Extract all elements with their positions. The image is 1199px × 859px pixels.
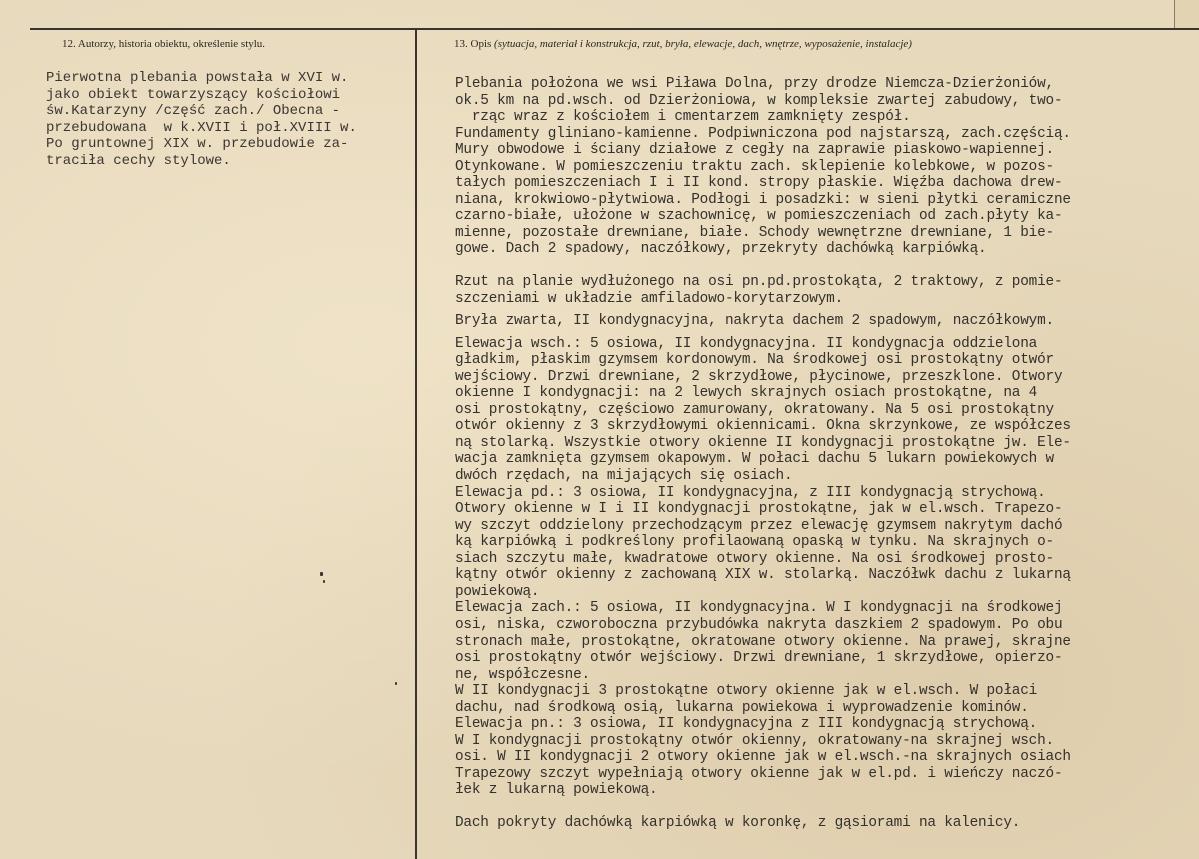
description-line: siach szczytu małe, kwadratowe otwory okienne. Na osi środkowej prosto- <box>455 550 1054 567</box>
description-line: czarno-białe, ułożone w szachownicę, w pomieszczeniach od zach.płyty ka- <box>455 208 1063 225</box>
description-line: Mury obwodowe i ściany działowe z cegły na zaprawie piaskowo-wapiennej. <box>455 142 1054 159</box>
right-heading-number: 13. Opis <box>454 38 492 50</box>
description-line: szczeniami w układzie amfiladowo-korytarzowym. <box>455 290 844 307</box>
description-line: Elewacja wsch.: 5 osiowa, II kondygnacyjna. II kondygnacja oddzielona <box>455 335 1038 352</box>
description-line: łek z lukarną powiekową. <box>455 782 658 799</box>
description-line: gładkim, płaskim gzymsem kordonowym. Na środkowej osi prostokątny otwór <box>455 352 1054 369</box>
left-heading-text: 12. Autorzy, historia obiektu, określenie stylu. <box>62 38 266 50</box>
form-top-border <box>30 28 1199 30</box>
description-line: ne, współczesne. <box>455 666 590 683</box>
description-line: osi prostokątny otwór wejściowy. Drzwi drewniane, 1 skrzydłowe, opierzo- <box>455 650 1063 667</box>
history-line: św.Katarzyny /część zach./ Obecna - <box>46 103 341 119</box>
description-line: osi. W II kondygnacji 2 otwory okienne jak w el.wsch.-na skrajnych osiach <box>455 749 1071 766</box>
left-column-heading <box>62 38 265 50</box>
description-line: niana, krokwiowo-płytwiowa. Podłogi i posadzki: w sieni płytki ceramiczne <box>455 191 1071 208</box>
description-line: Trapezowy szczyt wypełniają otwory okienne jak w el.pd. i wieńczy naczó- <box>455 765 1063 782</box>
right-column-heading <box>454 38 912 50</box>
description-paragraph <box>455 336 1195 799</box>
description-line: Fundamenty gliniano-kamienne. Podpiwniczona pod najstarszą, zach.częścią. <box>455 125 1071 142</box>
description-line: ok.5 km na pd.wsch. od Dzierżoniowa, w kompleksie zwartej zabudowy, two- <box>455 92 1063 109</box>
description-line: gowe. Dach 2 spadowy, naczółkowy, przekryty dachówką karpiówką. <box>455 241 987 258</box>
description-line: kątny otwór okienny z zachowaną XIX w. stolarką. Naczółwk dachu z lukarną <box>455 567 1071 584</box>
description-line: mienne, pozostałe drewniane, białe. Schody wewnętrzne drewniane, 1 bie- <box>455 224 1054 241</box>
description-line: Otynkowane. W pomieszczeniu traktu zach. sklepienie kolebkowe, w pozos- <box>455 158 1054 175</box>
description-paragraph <box>455 313 1195 330</box>
description-line: wejściowy. Drzwi drewniane, 2 skrzydłowe, płycinowe, przeszklone. Otwory <box>455 368 1063 385</box>
description-line: ką karpiówką i podkreślony profilaowaną opaską w tynku. Na skrajnych o- <box>455 534 1054 551</box>
description-line: otwór okienny z 3 skrzydłowymi okiennicami. Okna skrzynkowe, ze współczes <box>455 418 1071 435</box>
description-line: ną stolarką. Wszystkie otwory okienne II kondygnacji prostokątne jw. Ele- <box>455 434 1071 451</box>
description-line: Dach pokryty dachówką karpiówką w koronkę, z gąsiorami na kalenicy. <box>455 814 1021 831</box>
description-line: powiekową. <box>455 583 540 600</box>
sheet-corner-tab <box>1174 0 1199 28</box>
column-divider <box>415 28 417 859</box>
description-line: Otwory okienne w I i II kondygnacji prostokątne, jak w el.wsch. Trapezo- <box>455 501 1063 518</box>
description-line: Elewacja pd.: 3 osiowa, II kondygnacyjna, z III kondygnacją strychową. <box>455 484 1046 501</box>
description-line: Rzut na planie wydłużonego na osi pn.pd.prostokąta, 2 traktowy, z pomie- <box>455 274 1063 291</box>
history-line: Pierwotna plebania powstała w XVI w. <box>46 70 349 86</box>
history-line: traciła cechy stylowe. <box>46 152 231 169</box>
paper-speck <box>320 572 323 576</box>
description-line: dachu, nad środkową osią, lukarna powiekowa i wyprowadzenie kominów. <box>455 699 1029 716</box>
history-text-block <box>46 70 406 169</box>
history-line: jako obiekt towarzyszący kościołowi <box>46 86 341 103</box>
description-line: dwóch rzędach, na mijających się osiach. <box>455 468 793 485</box>
history-line: przebudowana w k.XVII i poł.XVIII w. <box>46 119 357 136</box>
paper-speck <box>323 580 325 583</box>
description-line: wacja zamknięta gzymsem okapowym. W połaci dachu 5 lukarn powiekowych w <box>455 451 1054 468</box>
description-line: W II kondygnacji 3 prostokątne otwory okienne jak w el.wsch. W połaci <box>455 683 1038 700</box>
description-line: tałych pomieszczeniach I i II kond. stropy płaskie. Więźba dachowa drew- <box>455 175 1063 192</box>
paragraph-gap <box>455 799 1195 815</box>
description-line: rząc wraz z kościołem i cmentarzem zamknięty zespół. <box>455 109 911 126</box>
description-paragraph <box>455 815 1195 832</box>
description-line: Elewacja pn.: 3 osiowa, II kondygnacyjna z III kondygnacją strychową. <box>455 716 1038 733</box>
description-line: stronach małe, prostokątne, okratowane otwory okienne. Na prawej, skrajne <box>455 633 1071 650</box>
description-line: okienne I kondygnacji: na 2 lewych skrajnych osiach prostokątne, na 4 <box>455 385 1038 402</box>
description-paragraph <box>455 274 1195 307</box>
description-line: wy szczyt oddzielony przechodzącym przez elewację gzymsem nakrytym dachó <box>455 517 1063 534</box>
description-line: Elewacja zach.: 5 osiowa, II kondygnacyjna. W I kondygnacji na środkowej <box>455 600 1063 617</box>
paper-speck <box>395 682 397 685</box>
paragraph-gap <box>455 258 1195 274</box>
description-paragraph <box>455 76 1195 258</box>
description-line: Plebania położona we wsi Piława Dolna, przy drodze Niemcza-Dzierżoniów, <box>455 76 1054 92</box>
description-line: osi, niska, czworoboczna przybudówka nakryta daszkiem 2 spadowym. Po obu <box>455 616 1063 633</box>
description-line: W I kondygnacji prostokątny otwór okienny, okratowany-na skrajnej wsch. <box>455 732 1054 749</box>
description-line: osi prostokątny, częściowo zamurowany, okratowany. Na 5 osi prostokątny <box>455 401 1054 418</box>
description-line: Bryła zwarta, II kondygnacyjna, nakryta dachem 2 spadowym, naczółkowym. <box>455 313 1054 330</box>
history-line: Po gruntownej XIX w. przebudowie za- <box>46 136 349 152</box>
description-text-block <box>455 76 1195 832</box>
right-heading-description: (sytuacja, materiał i konstrukcja, rzut, bryła, elewacje, dach, wnętrze, wyposażenie, instalacje) <box>494 38 912 50</box>
